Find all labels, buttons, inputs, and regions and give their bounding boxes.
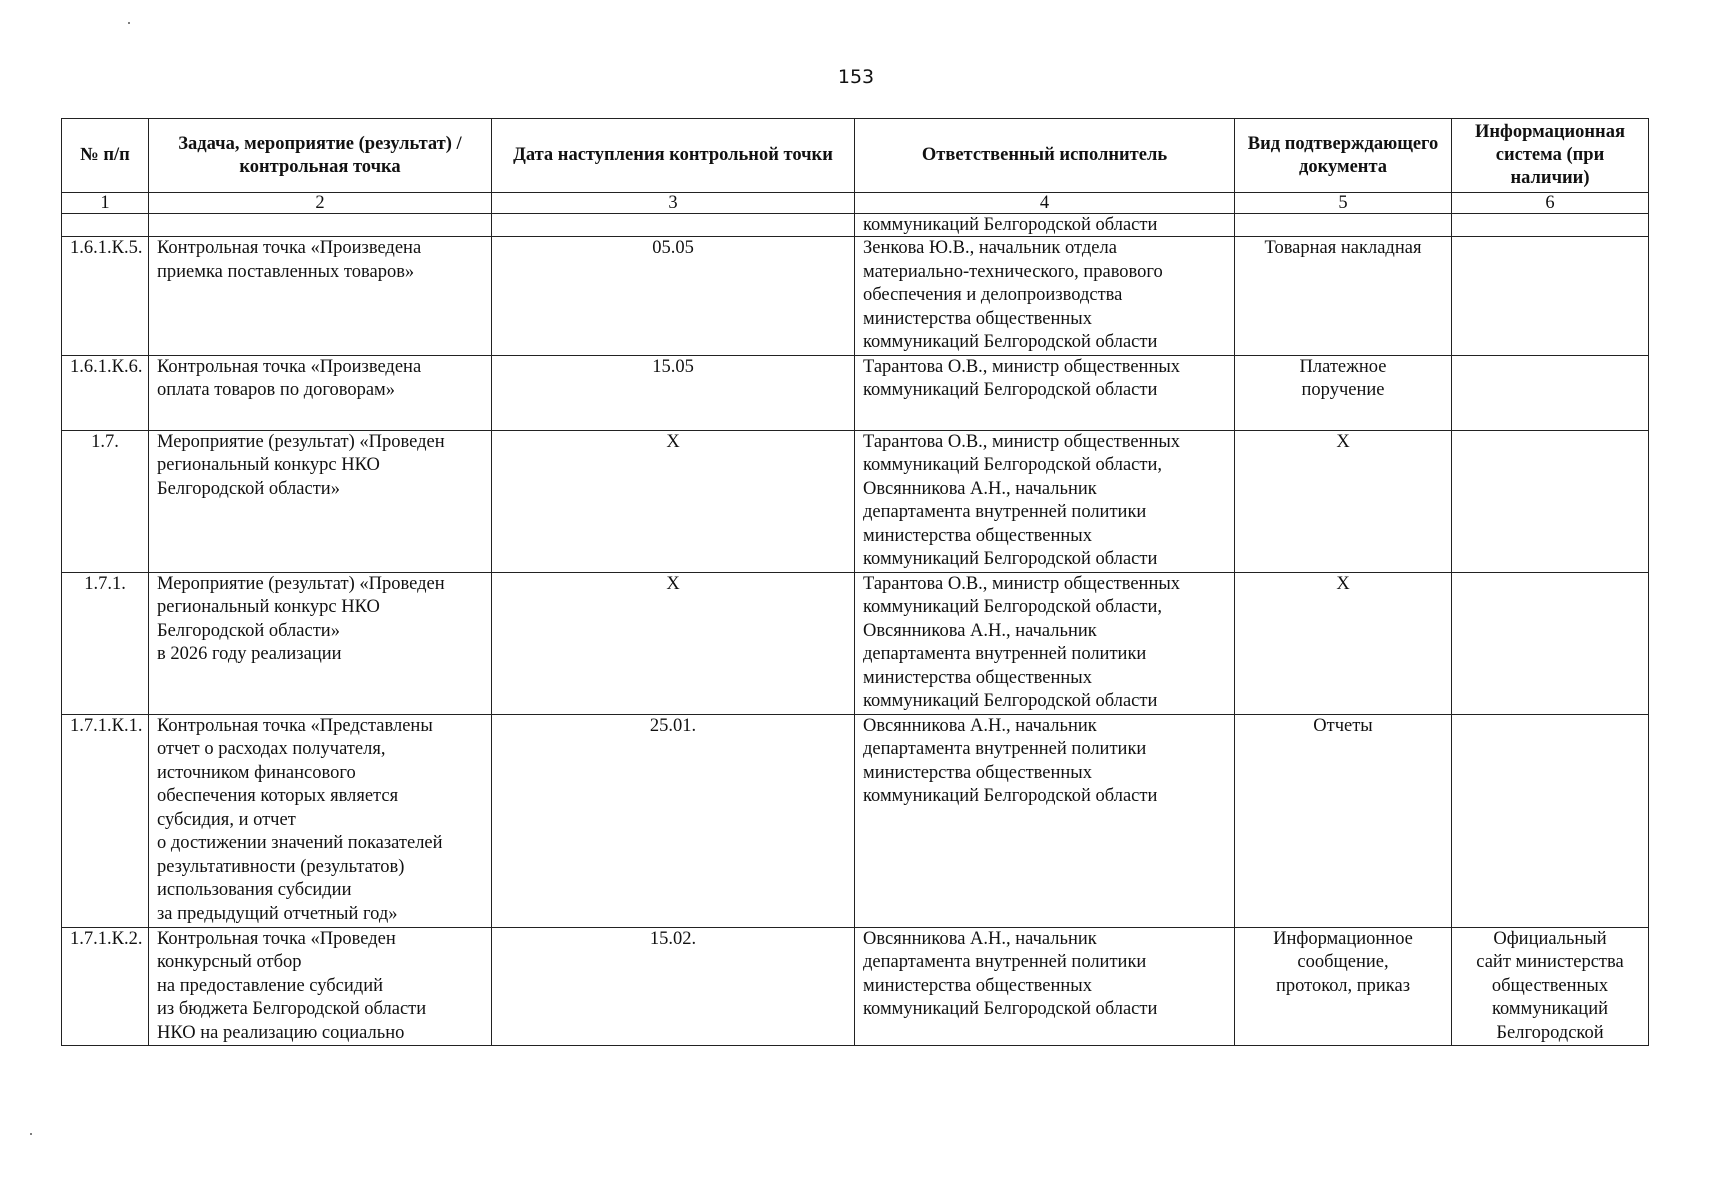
- row-document: X: [1235, 572, 1452, 714]
- row-number: 1.7.1.К.1.: [62, 714, 149, 927]
- row-task: Контрольная точка «Представлены отчет о расходах получателя, источником финансового обеспечения которых является субсидия, и отчет о достижении значений показателей результативности (результатов) использования субсидии за предыдущий отчетный год»: [149, 714, 492, 927]
- row-number: 1.7.1.К.2.: [62, 927, 149, 1046]
- row-responsible: Тарантова О.В., министр общественных коммуникаций Белгородской области, Овсянникова А.Н., начальник департамента внутренней политики министерства общественных коммуникаций Белгородской области: [855, 572, 1235, 714]
- row-system: [1452, 714, 1649, 927]
- row-task: Контрольная точка «Произведена оплата товаров по договорам»: [149, 355, 492, 430]
- row-date: [492, 214, 855, 237]
- table-row: [62, 237, 1649, 356]
- row-document: X: [1235, 430, 1452, 572]
- row-document: Отчеты: [1235, 714, 1452, 927]
- header-task: Задача, мероприятие (результат) / контрольная точка: [149, 119, 492, 193]
- row-number: 1.7.: [62, 430, 149, 572]
- table-row: [62, 355, 1649, 430]
- row-date: 15.05: [492, 355, 855, 430]
- header-document: Вид подтверждающего документа: [1235, 119, 1452, 193]
- column-number: 3: [492, 193, 855, 214]
- row-system: [1452, 214, 1649, 237]
- column-number: 5: [1235, 193, 1452, 214]
- column-number: 2: [149, 193, 492, 214]
- table-row: [62, 430, 1649, 572]
- row-date: 05.05: [492, 237, 855, 356]
- row-document: Информационное сообщение, протокол, приказ: [1235, 927, 1452, 1046]
- table-row: [62, 714, 1649, 927]
- scan-speck: [30, 1133, 32, 1135]
- row-date: X: [492, 572, 855, 714]
- row-system: [1452, 355, 1649, 430]
- row-number: 1.6.1.К.5.: [62, 237, 149, 356]
- row-responsible: Овсянникова А.Н., начальник департамента внутренней политики министерства общественных коммуникаций Белгородской области: [855, 714, 1235, 927]
- table-row: [62, 927, 1649, 1046]
- row-system: [1452, 237, 1649, 356]
- row-number: 1.6.1.К.6.: [62, 355, 149, 430]
- row-system: [1452, 430, 1649, 572]
- row-responsible: Овсянникова А.Н., начальник департамента внутренней политики министерства общественных коммуникаций Белгородской области: [855, 927, 1235, 1046]
- header-responsible: Ответственный исполнитель: [855, 119, 1235, 193]
- row-system: Официальный сайт министерства общественных коммуникаций Белгородской: [1452, 927, 1649, 1046]
- row-responsible: Тарантова О.В., министр общественных коммуникаций Белгородской области: [855, 355, 1235, 430]
- row-number: 1.7.1.: [62, 572, 149, 714]
- row-responsible: Зенкова Ю.В., начальник отдела материально-технического, правового обеспечения и делопроизводства министерства общественных коммуникаций Белгородской области: [855, 237, 1235, 356]
- table-row: [62, 214, 1649, 237]
- row-task: Мероприятие (результат) «Проведен региональный конкурс НКО Белгородской области»: [149, 430, 492, 572]
- column-number-row: [62, 193, 1649, 214]
- header-number: № п/п: [62, 119, 149, 193]
- scan-speck: [128, 22, 130, 24]
- row-task: [149, 214, 492, 237]
- row-task: Контрольная точка «Произведена приемка поставленных товаров»: [149, 237, 492, 356]
- row-document: Платежное поручение: [1235, 355, 1452, 430]
- table-row: [62, 572, 1649, 714]
- row-date: 15.02.: [492, 927, 855, 1046]
- control-points-table: [61, 118, 1649, 1046]
- row-responsible: коммуникаций Белгородской области: [855, 214, 1235, 237]
- header-system: Информационная система (при наличии): [1452, 119, 1649, 193]
- row-date: 25.01.: [492, 714, 855, 927]
- column-number: 6: [1452, 193, 1649, 214]
- row-number: [62, 214, 149, 237]
- row-date: X: [492, 430, 855, 572]
- header-date: Дата наступления контрольной точки: [492, 119, 855, 193]
- column-number: 4: [855, 193, 1235, 214]
- row-system: [1452, 572, 1649, 714]
- page-number: 153: [837, 66, 875, 88]
- header-row: [62, 119, 1649, 193]
- row-task: Мероприятие (результат) «Проведен региональный конкурс НКО Белгородской области» в 2026 году реализации: [149, 572, 492, 714]
- row-task: Контрольная точка «Проведен конкурсный отбор на предоставление субсидий из бюджета Белгородской области НКО на реализацию социально: [149, 927, 492, 1046]
- row-document: Товарная накладная: [1235, 237, 1452, 356]
- column-number: 1: [62, 193, 149, 214]
- row-responsible: Тарантова О.В., министр общественных коммуникаций Белгородской области, Овсянникова А.Н., начальник департамента внутренней политики министерства общественных коммуникаций Белгородской области: [855, 430, 1235, 572]
- row-document: [1235, 214, 1452, 237]
